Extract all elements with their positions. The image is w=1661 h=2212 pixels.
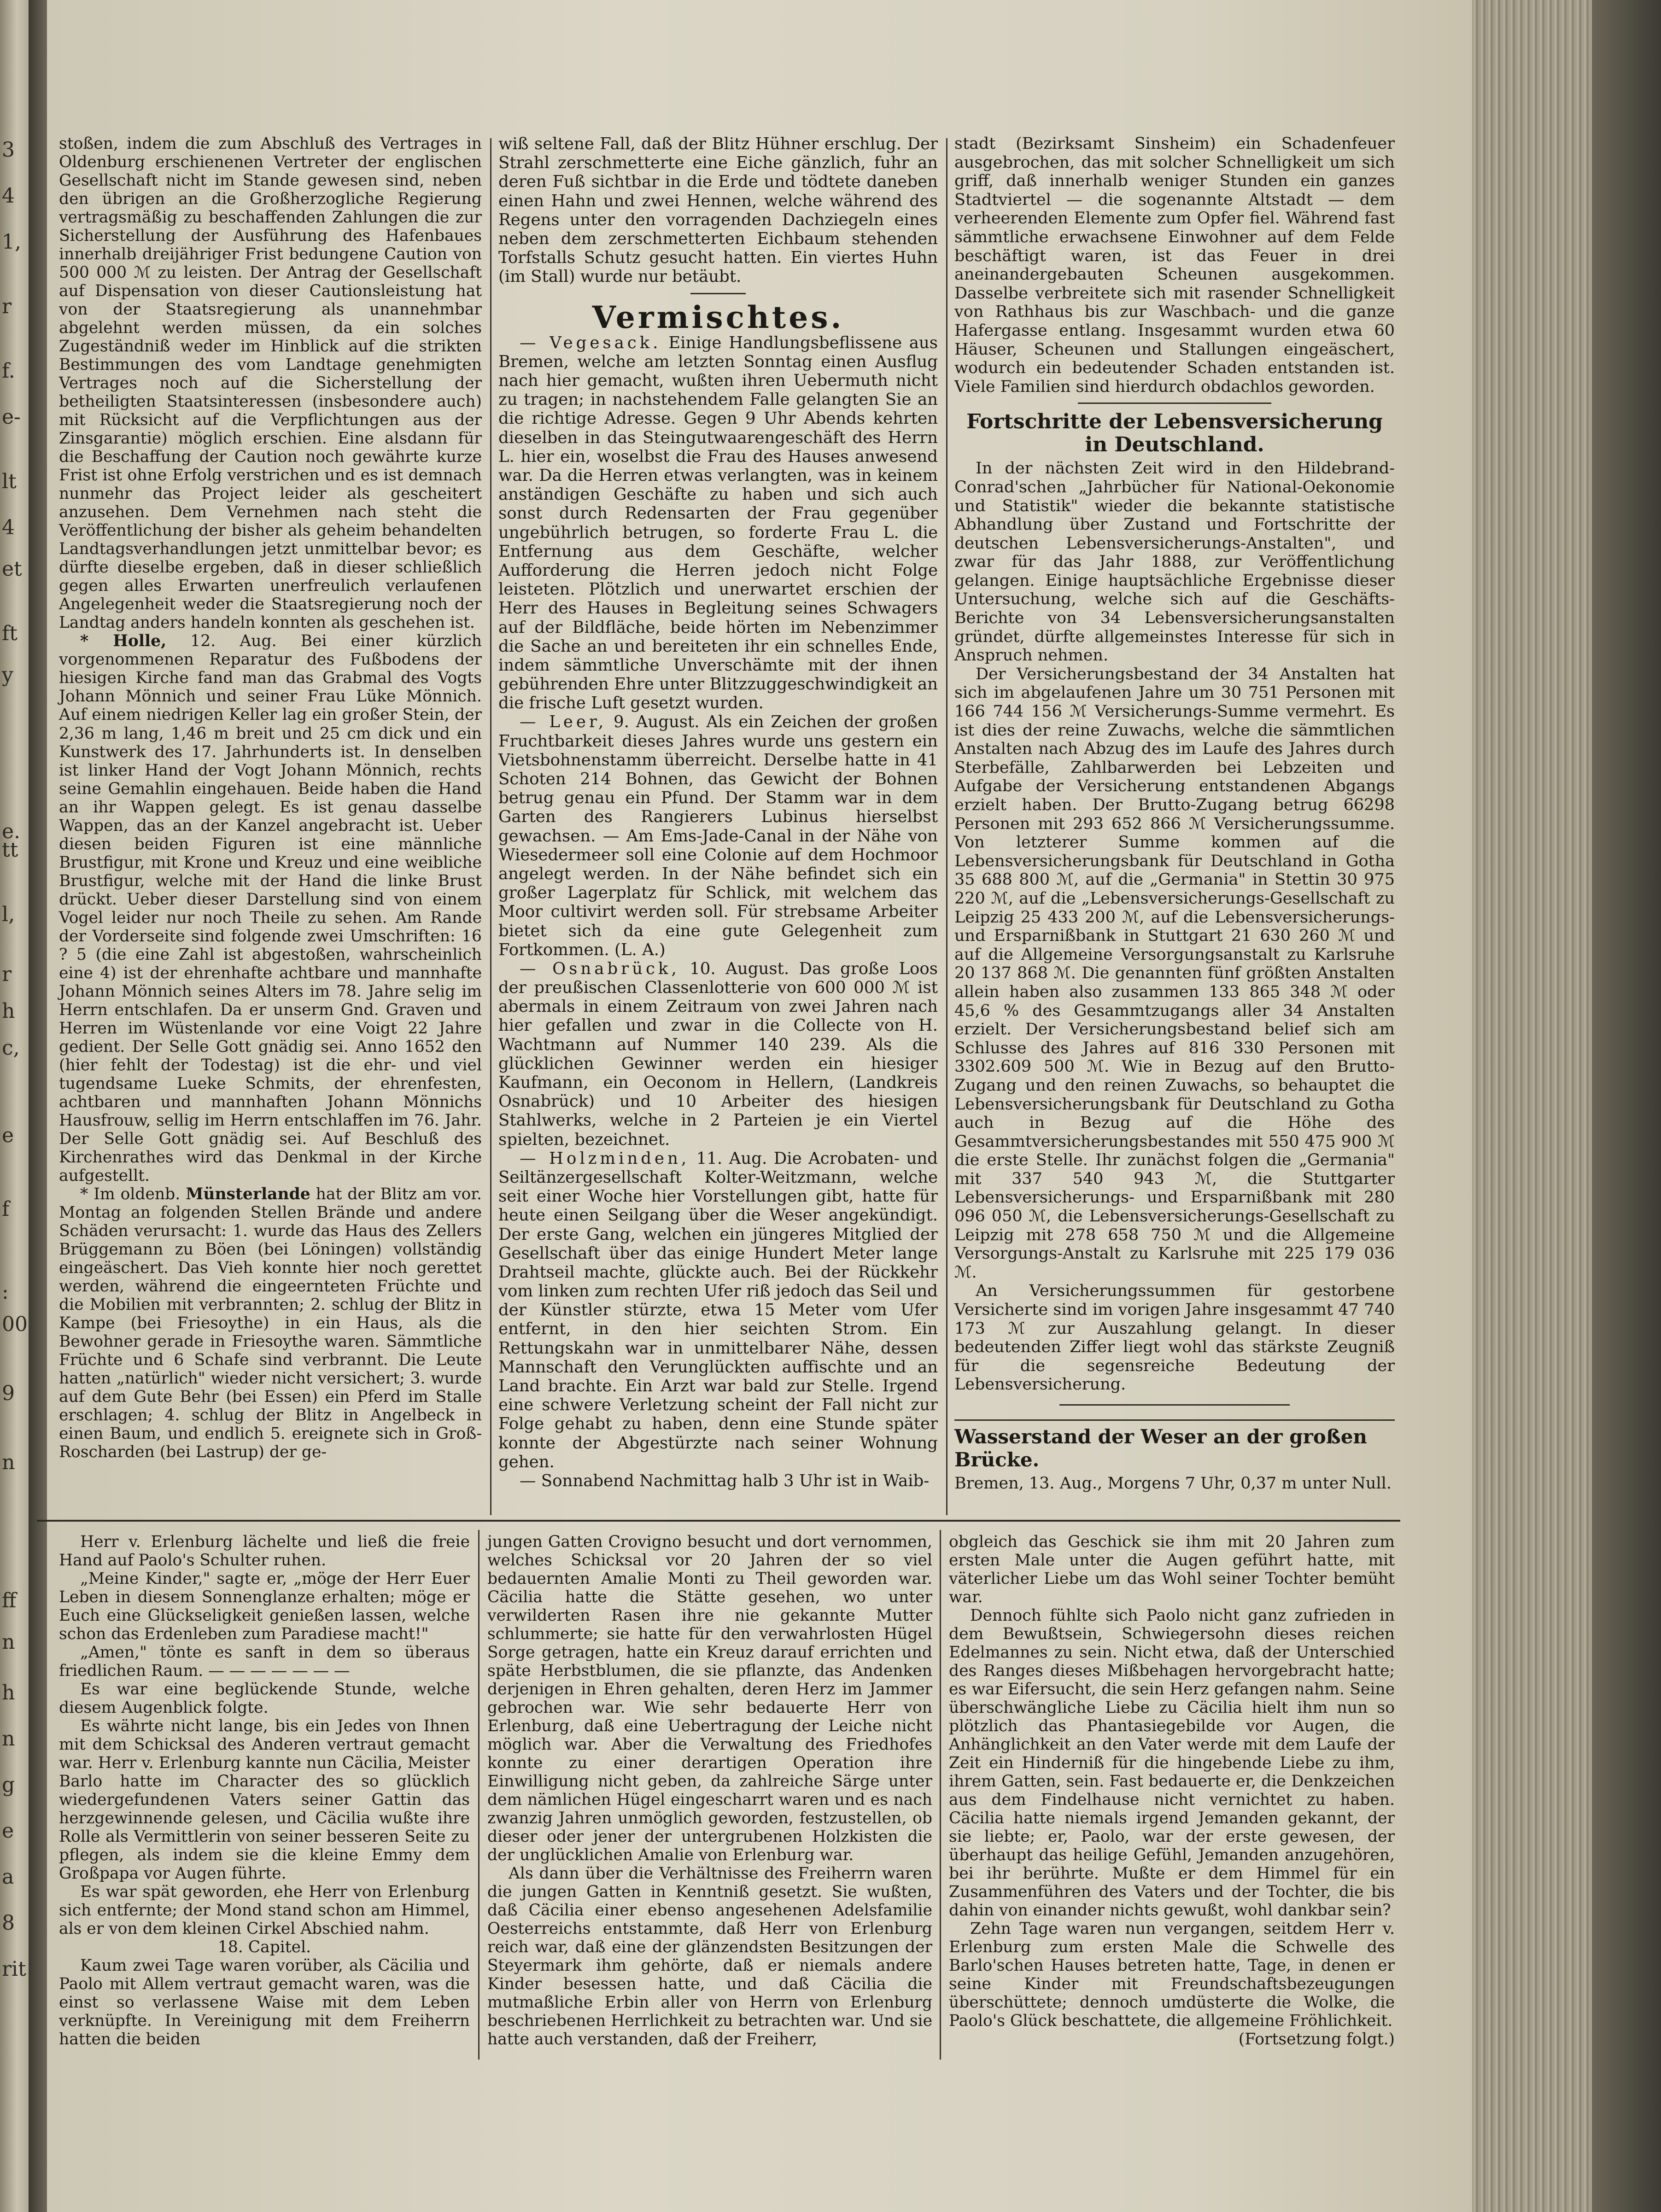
novel-column-2: [487, 1533, 932, 2049]
facing-page-fragment: ff: [2, 1589, 17, 1612]
water-level-reading: Bremen, 13. Aug., Morgens 7 Uhr, 0,37 m unter Null.: [954, 1474, 1392, 1493]
article-muensterland-text: hat der Blitz am vor. Montag an folgenden Stellen Brände und andere Schäden verursacht: 1. wurde das Haus des Zellers Brüggemann zu Böen (bei Löningen) vollständig eingeäschert. Das Vieh konnte hier noch gerettet werden, während die eingeernteten Früchte und die Mobilien mit verbrannten; 2. schlug der Blitz in Kampe (bei Friesoythe) in ein Haus, als die Bewohner gerade in Friesoythe waren. Sämmtliche Früchte und 6 Schafe sind verbrannt. Die Leute hatten „natürlich" wieder nicht versichert; 3. wurde auf dem Gute Behr (bei Essen) ein Pferd im Stalle erschlagen; 4. schlug der Blitz in Angelbeck in einen Baum, und endlich 5. ereignete sich in Groß-Roscharden (bei Lastrup) der ge-: [59, 1185, 482, 1462]
article-lightning-continued: wiß seltene Fall, daß der Blitz Hühner erschlug. Der Strahl zerschmetterte eine Eiche gänzlich, fuhr an deren Fuß sichtbar in die Erde und tödtete daneben einen Hahn und zwei Hennen, welche während des Regens unter den vorragenden Dachziegeln eines neben dem zerschmetterten Eichbaum stehenden Torfstalls Schutz gesucht hatten. Ein viertes Huhn (im Stall) wurde nur betäubt.: [498, 134, 938, 286]
novel-paragraph: „Amen," tönte es sanft in dem so überaus friedlichen Raum. — — — — — — —: [59, 1643, 470, 1681]
facing-page-fragment: f.: [2, 359, 15, 383]
novel-paragraph: jungen Gatten Crovigno besucht und dort vernommen, welches Schicksal vor 20 Jahren der so viel bedauernten Amalie Monti zu Theil geworden war. Cäcilia hatte die Stätte gesehen, wo unter verwilderten Rasen ihre nie gekannte Mutter schlummerte; sie hatte für den verwahrlosten Hügel Sorge getragen, hatte ein Kreuz darauf errichten und späte Herbstblumen, die sie pflanzte, das Andenken derjenigen in Ehren gehalten, deren Herz im Jammer gebrochen war. Wie sehr bedauerte Herr von Erlenburg, daß eine Uebertragung der Leiche nicht möglich war. Aber die Verwaltung des Friedhofes konnte zu einer derartigen Operation ihre Einwilligung nicht geben, da zahlreiche Särge unter dem nämlichen Hügel eingescharrt waren und es nach zwanzig Jahren unmöglich geworden, festzustellen, ob dieser oder jener der untergrubenen Holzkisten die der unglücklichen Amalie von Erlenburg war.: [487, 1533, 932, 1865]
facing-page-fragment: e.: [2, 820, 21, 843]
article-leer-text: 9. August. Als ein Zeichen der großen Fruchtbarkeit dieses Jahres wurde uns gestern ein Vietsbohnenstamm überreicht. Derselbe hatte in 41 Schoten 214 Bohnen, das Gewicht der Bohnen betrug genau ein Pfund. Der Stamm war in dem Garten des Rangierers Lubinus hierselbst gewachsen. — Am Ems-Jade-Canal in der Nähe von Wiesedermeer soll eine Colonie auf dem Hochmoor angelegt werden. In der Nähe befindet sich ein großer Lagerplatz für Schlick, mit welchem das Moor cultivirt werden soll. Für strebsame Arbeiter bietet sich da eine gute Gelegenheit zum Fortkommen. (L. A.): [498, 712, 938, 959]
dateline-holle: * Holle,: [80, 632, 167, 651]
facing-page-fragment: h: [2, 999, 15, 1023]
article-lebensversicherung-intro: In der nächsten Zeit wird in den Hildebrand-Conrad'schen „Jahrbücher für National-Oekonomie und Statistik" wieder die bekannte statistische Abhandlung über Zustand und Fortschritte der deutschen Lebensversicherungs-Anstalten", und zwar für das Jahr 1888, zur Veröffentlichung gelangen. Einige hauptsächliche Ergebnisse dieser Untersuchung, welche sich auf die Geschäfts-Berichte von 34 Lebensversicherungsanstalten gründet, dürfte allgemeinstes Interesse für sich in Anspruch nehmen.: [954, 459, 1395, 665]
column-rule: [478, 1530, 480, 2060]
novel-paragraph: Es war eine beglückende Stunde, welche diesem Augenblick folgte.: [59, 1680, 470, 1717]
facing-page-fragment: tt: [2, 838, 18, 862]
facing-page-fragment: g: [2, 1773, 15, 1797]
dateline-osnabrueck: — Osnabrück,: [520, 959, 680, 978]
article-holzminden: [498, 1149, 938, 1471]
section-rule: [1059, 1404, 1290, 1406]
article-heading-lebensversicherung: Fortschritte der Lebensversicherung in Deutschland.: [966, 410, 1383, 457]
section-heading-vermischtes: Vermischtes.: [592, 299, 844, 335]
article-leer: [498, 712, 938, 959]
novel-paragraph: Es währte nicht lange, bis ein Jedes von Ihnen mit dem Schicksal des Anderen vertraut gemacht war. Herr v. Erlenburg kannte nun Cäcilia, Meister Barlo hatte im Character des so glücklich wiedergefundenen Vaters seiner Gattin das herzgewinnende gelesen, und Cäcilia wußte ihre Rolle als Vermittlerin von seiner besseren Seite zu pflegen, als indem sie die kleine Emmy dem Großpapa vor Augen führte.: [59, 1717, 470, 1883]
dateline-vegesack: — Vegesack.: [520, 333, 661, 352]
page-edges: [1472, 0, 1661, 2212]
novel-paragraph: obgleich das Geschick sie ihm mit 20 Jahren zum ersten Male unter die Augen geführt hatte, mit väterlicher Liebe um das Wohl seiner Tochter bemüht war.: [949, 1533, 1395, 1607]
facing-page-fragment: r: [2, 963, 12, 986]
novel-paragraph: Herr v. Erlenburg lächelte und ließ die freie Hand auf Paolo's Schulter ruhen.: [59, 1533, 470, 1570]
article-lebensversicherung-payouts: An Versicherungssummen für gestorbene Versicherte sind im vorigen Jahre insgesammt 47 740 173 ℳ zur Auszahlung gelangt. In dieser bedeutenden Ziffer liegt wohl das stärkste Zeugniß für die segensreiche Bedeutung der Lebensversicherung.: [954, 1282, 1395, 1394]
novel-chapter-heading: 18. Capitel.: [217, 1938, 311, 1957]
news-column-3: [954, 134, 1395, 1493]
article-holle-text: 12. Aug. Bei einer kürzlich vorgenommenen Reparatur des Fußbodens der hiesigen Kirche fand man das Grabmal des Vogts Johann Mönnich und seiner Frau Lüke Mönnich. Auf einem niedrigen Keller lag ein großer Stein, der 2,36 m lang, 1,46 m breit und 25 cm dick und ein Kunstwerk des 17. Jahrhunderts ist. In denselben ist linker Hand der Vogt Johann Mönnich, rechts seine Gemahlin eingehauen. Beide haben die Hand an ihr Wappen gelegt. Es ist genau dasselbe Wappen, das an der Kanzel angebracht ist. Ueber diesen beiden Figuren ist eine männliche Brustfigur, mit Krone und Kreuz und eine weibliche Brustfigur, welche mit der Hand die linke Brust drückt. Ueber dieser Darstellung sind von einem Vogel leider nur noch Theile zu sehen. Am Rande der Vorderseite sind folgende zwei Umschriften: 16 ? 5 (die eine Zahl ist abgestoßen, wahrscheinlich eine 4) ist der ehrenhafte achtbare und mannhafte Johann Mönnich seines Alters im 78. Jahre selig im Herrn entschlafen. Da er unserm Gnd. Graven und Herren im Wüstenlande vor eine Voigt 22 Jahre gedient. Der Selle Gott gnädig sei. Anno 1652 den (hier fehlt der Todestag) ist die ehr- und viel tugendsame Lueke Schmits, der ehrenfesten, achtbaren und mannhaften Johann Mönnichs Hausfrouw, sellig im Herrn entschlaffen im 76. Jahr. Der Selle Gott gnädig sei. Auf Beschluß des Kirchenrathes wird das Denkmal in der Kirche aufgestellt.: [59, 632, 482, 1185]
column-rule: [946, 138, 947, 1515]
facing-page-strip: [0, 0, 29, 2212]
novel-paragraph: Als dann über die Verhältnisse des Freiherrn waren die jungen Gatten in Kenntniß gesetzt. Sie wußten, daß Cäcilia einer ebenso angesehenen Adelsfamilie Oesterreichs entstammte, daß Herr von Erlenburg reich war, daß eine der glänzendsten Besitzungen der Steyermark ihm gehörte, daß er niemals andere Kinder besessen hatte, und daß Cäcilia die mutmaßliche Erbin aller von Herrn von Erlenburg beschriebenen Herrlichkeit zu betrachten war. Und sie hatte auch verstanden, daß der Freiherr,: [487, 1864, 932, 2049]
facing-page-fragment: lt: [2, 470, 17, 493]
novel-paragraph: Es war spät geworden, ehe Herr von Erlenburg sich entfernte; der Mond stand schon am Himmel, als er von dem kleinen Cirkel Abschied nahm.: [59, 1883, 470, 1938]
facing-page-fragment: et: [2, 557, 22, 581]
facing-page-fragment: 00: [2, 1313, 28, 1336]
facing-page-fragment: 8: [2, 1911, 15, 1935]
novel-paragraph: Zehn Tage waren nun vergangen, seitdem Herr v. Erlenburg zum ersten Male die Schwelle des Barlo'schen Hauses betreten hatte, Tage, in denen er seine Kinder mit Freundschaftsbezeugungen überschüttete; dennoch umdüsterte die Wolke, die Paolo's Glück beschattete, die allgemeine Fröhlichkeit.: [949, 1920, 1395, 2031]
article-waibstadt-start: — Sonnabend Nachmittag halb 3 Uhr ist in Waib-: [520, 1471, 930, 1490]
facing-page-fragment: 4: [2, 516, 15, 539]
novel-paragraph: Kaum zwei Tage waren vorüber, als Cäcilia und Paolo mit Allem vertraut gemacht waren, was die einst so verlassene Waise mit dem Leben verknüpfte. In Vereinigung mit dem Freiherrn hatten die beiden: [59, 1956, 470, 2049]
facing-page-fragment: :: [2, 1280, 9, 1304]
facing-page-fragment: r: [2, 295, 12, 318]
facing-page-fragment: e-: [2, 405, 21, 429]
article-oldenburg-harbour: stoßen, indem die zum Abschluß des Vertrages in Oldenburg erschienenen Vertreter der englischen Gesellschaft nicht im Stande gewesen sind, neben den übrigen an die Großherzogliche Regierung vertragsmäßig zu beschaffenden Zahlungen die zur Sicherstellung der Ausführung des Hafenbaues innerhalb dreijähriger Frist bedungene Caution von 500 000 ℳ zu leisten. Der Antrag der Gesellschaft auf Dispensation von dieser Cautionsleistung hat von der Staatsregierung als unannehmbar abgelehnt werden müssen, da ein solches Zugeständniß weder im Hinblick auf die strikten Bestimmungen des vom Landtage genehmigten Vertrages noch auf die Sicherstellung der betheiligten Staatsinteressen (insbesondere auch) mit Rücksicht auf die Verpflichtungen aus der Zinsgarantie) möglich erschien. Eine alsdann für die Beschaffung der Caution noch gewährte kurze Frist ist ohne Erfolg verstrichen und es ist demnach nunmehr das Project leider als gescheitert anzusehen. Dem Vernehmen nach steht die Veröffentlichung der bisher als geheim behandelten Landtagsverhandlungen jetzt unmittelbar bevor; es dürfte dieselbe ergeben, daß in dieser schließlich gegen alles Erwarten unerfreulich verlaufenen Angelegenheit weder die Staatsregierung noch der Landtag anders handeln konnten als geschehen ist.: [59, 134, 482, 632]
feuilleton-divider: [37, 1520, 1400, 1522]
article-waibstadt-fire: stadt (Bezirksamt Sinsheim) ein Schadenfeuer ausgebrochen, das mit solcher Schnelligkeit um sich griff, daß innerhalb weniger Stunden ein ganzes Stadtviertel — die sogenannte Altstadt — dem verheerenden Elemente zum Opfer fiel. Während fast sämmtliche erwachsene Einwohner auf dem Felde beschäftigt waren, ist das Feuer in drei aneinandergebauten Scheunen ausgekommen. Dasselbe verbreitete sich mit rasender Schnelligkeit von Rathhaus bis zur Waschbach- und die ganze Hafergasse entlang. Insgesammt wurden etwa 60 Häuser, Scheunen und Stallungen eingeäschert, wodurch ein bedeutender Schaden entstanden ist. Viele Familien sind hierdurch obdachlos geworden.: [954, 134, 1395, 396]
facing-page-fragment: f: [2, 1197, 10, 1221]
dateline-leer: — Leer,: [520, 712, 607, 732]
facing-page-fragment: e: [2, 1819, 14, 1843]
news-column-1: [59, 134, 482, 1461]
facing-page-fragment: n: [2, 1727, 15, 1751]
section-rule: [954, 1419, 1395, 1421]
article-muensterland: [59, 1185, 482, 1461]
news-column-2: [498, 134, 938, 1490]
facing-page-fragment: l,: [2, 903, 15, 926]
facing-page-fragment: n: [2, 1451, 15, 1474]
article-osnabrueck: [498, 959, 938, 1149]
article-holzminden-text: 11. Aug. Die Acrobaten- und Seiltänzergesellschaft Kolter-Weitzmann, welche seit einer Woche hier Vorstellungen gibt, hatte für heute einen Seilgang über die Weser angekündigt. Der erste Gang, welchen ein jüngeres Mitglied der Gesellschaft über das einige Hundert Meter lange Drahtseil machte, glückte auch. Bei der Rückkehr vom linken zum rechten Ufer riß jedoch das Seil und der Künstler stürzte, etwa 15 Meter vom Ufer entfernt, in den hier seichten Strom. Ein Rettungskahn war in unmittelbarer Nähe, dessen Mannschaft den Verunglückten auffischte und an Land brachte. Ein Arzt war bald zur Stelle. Irgend eine schwere Verletzung scheint der Fall nicht zur Folge gehabt zu haben, denn eine Stunde später konnte der Abgestürzte nach seiner Wohnung gehen.: [498, 1149, 938, 1471]
dateline-muensterland: Münsterlande: [186, 1185, 310, 1203]
article-muensterland-intro: * Im oldenb.: [80, 1185, 186, 1203]
facing-page-fragment: 1,: [2, 230, 21, 254]
facing-page-fragment: n: [2, 1630, 15, 1654]
facing-page-fragment: h: [2, 1681, 15, 1704]
column-rule: [940, 1530, 941, 2060]
novel-column-1: [59, 1533, 470, 2049]
facing-page-fragment: 3: [2, 138, 15, 162]
section-rule: [690, 293, 746, 294]
binding-gutter: [29, 0, 47, 2212]
facing-page-fragment: c,: [2, 1036, 20, 1060]
novel-paragraph: „Meine Kinder," sagte er, „möge der Herr Euer Leben in diesem Sonnenglanze erhalten; möge er Euch eine Glückseligkeit genießen lassen, welche schon das Erdenleben zum Paradiese macht!": [59, 1570, 470, 1644]
section-rule: [1078, 403, 1271, 404]
facing-page-fragment: e: [2, 1124, 14, 1147]
book-cover-edge: [1592, 0, 1661, 2212]
novel-column-3: [949, 1533, 1395, 2049]
facing-page-fragment: y: [2, 663, 13, 687]
article-vegesack-text: Einige Handlungsbeflissene aus Bremen, welche am letzten Sonntag einen Ausflug nach hier gemacht, wußten ihren Uebermuth nicht zu tragen; in nachstehendem Falle gelangten Sie an die richtige Adresse. Gegen 9 Uhr Abends kehrten dieselben in das Steingutwaarengeschäft des Herrn L. hier ein, woselbst die Frau des Hauses anwesend war. Da die Herren etwas verlangten, was in keinem anständigen Geschäfte zu haben und sich auch sonst durch Redensarten der Frau gegenüber ungebührlich betrugen, so forderte Frau L. die Entfernung aus dem Geschäfte, welcher Aufforderung die Herren jedoch nicht Folge leisteten. Plötzlich und unerwartet erschien der Herr des Hauses in Begleitung seines Schwagers auf der Bildfläche, beide hörten im Nebenzimmer die Sache an und bereiteten ihr ein schnelles Ende, indem sämmtliche Unverschämte mit der ihnen gebührenden Ehre unter Blitzzuggeschwindigkeit an die frische Luft gesetzt wurden.: [498, 333, 938, 713]
facing-page-fragment: ft: [2, 622, 18, 645]
facing-page-fragment: a: [2, 1865, 14, 1889]
article-holle: [59, 632, 482, 1185]
novel-paragraph: Dennoch fühlte sich Paolo nicht ganz zufrieden in dem Bewußtsein, Schwiegersohn dieses reichen Edelmannes zu sein. Nicht etwa, daß der Unterschied des Ranges dieses Mißbehagen hervorgebracht hatte; es war Eifersucht, die sein Herz gefangen nahm. Seine überschwängliche Liebe zu Cäcilia hielt ihm nun so plötzlich das Phantasiegebilde vor Augen, die Anhänglichkeit an den Vater werde mit dem Laufe der Zeit ein Hinderniß für die hingebende Liebe zu ihm, ihrem Gatten, sein. Fast bedauerte er, die Denkzeichen aus dem Findelhause nicht vernichtet zu haben. Cäcilia hatte niemals irgend Jemanden gekannt, der sie liebte; er, Paolo, war der erste gewesen, der überhaupt das heilige Gefühl, Jemanden anzugehören, bei ihr berührte. Mußte er dem Himmel für ein Zusammenführen des Vaters und der Tochter, die bis dahin von einander nichts gewußt, wohl dankbar sein?: [949, 1606, 1395, 1920]
facing-page-fragment: 9: [2, 1382, 15, 1405]
article-vegesack: [498, 333, 938, 713]
water-level-heading: Wasserstand der Weser an der großen Brücke.: [954, 1425, 1367, 1471]
article-osnabrueck-text: 10. August. Das große Loos der preußischen Classenlotterie von 600 000 ℳ ist abermals in einem Zeitraum von zwei Jahren nach hier gefallen und zwar in die Collecte von H. Wachtmann auf Nummer 140 239. Als die glücklichen Gewinner werden ein hiesiger Kaufmann, ein Oeconom in Hellern, (Landkreis Osnabrück) und 10 Arbeiter des hiesigen Stahlwerks, welche in 2 Parteien je ein Viertel spielten, bezeichnet.: [498, 959, 938, 1149]
article-lebensversicherung-figures: Der Versicherungsbestand der 34 Anstalten hat sich im abgelaufenen Jahre um 30 751 Personen mit 166 744 156 ℳ Versicherungs-Summe vermehrt. Es ist dies der reine Zuwachs, welche die sämmtlichen Anstalten nach Abzug des im Laufe des Jahres durch Sterbefälle, Zahlbarwerden bei Lebzeiten und Aufgabe der Versicherung entstandenen Abgangs erzielt haben. Der Brutto-Zugang betrug 66298 Personen mit 293 652 866 ℳ Versicherungssumme. Von letzterer Summe kommen auf die Lebensversicherungsbank für Deutschland in Gotha 35 688 800 ℳ, auf die „Germania" in Stettin 30 975 220 ℳ, auf die „Lebensversicherungs-Gesellschaft zu Leipzig 25 433 200 ℳ, auf die Lebensversicherungs- und Ersparnißbank in Stuttgart 21 630 260 ℳ und auf die Allgemeine Versorgungsanstalt zu Karlsruhe 20 137 868 ℳ. Die genannten fünf größten Anstalten allein haben also zusammen 133 865 348 ℳ oder 45,6 % des Gesammtzugangs aller 34 Anstalten erzielt. Der Versicherungsbestand belief sich am Schlusse des Jahres auf 816 330 Personen mit 3302.609 500 ℳ. Wie in Bezug auf den Brutto-Zugang und den reinen Zuwachs, so behauptet die Lebensversicherungsbank für Deutschland zu Gotha auch in Bezug auf die Höhe des Gesammtversicherungsbestandes mit 550 475 900 ℳ die erste Stelle. Ihr zunächst folgen die „Germania" mit 337 540 943 ℳ, die Stuttgarter Lebensversicherungs- und Ersparnißbank mit 280 096 050 ℳ, die Lebensversicherungs-Gesellschaft zu Leipzig mit 278 658 750 ℳ und die Allgemeine Versorgungs-Anstalt zu Karlsruhe mit 225 179 036 ℳ.: [954, 665, 1395, 1282]
novel-continuation-note: (Fortsetzung folgt.): [1238, 2030, 1395, 2049]
column-rule: [490, 138, 491, 1515]
dateline-holzminden: — Holzminden,: [520, 1149, 690, 1168]
facing-page-fragment: 4: [2, 184, 15, 208]
facing-page-fragment: rit: [2, 1957, 26, 1981]
